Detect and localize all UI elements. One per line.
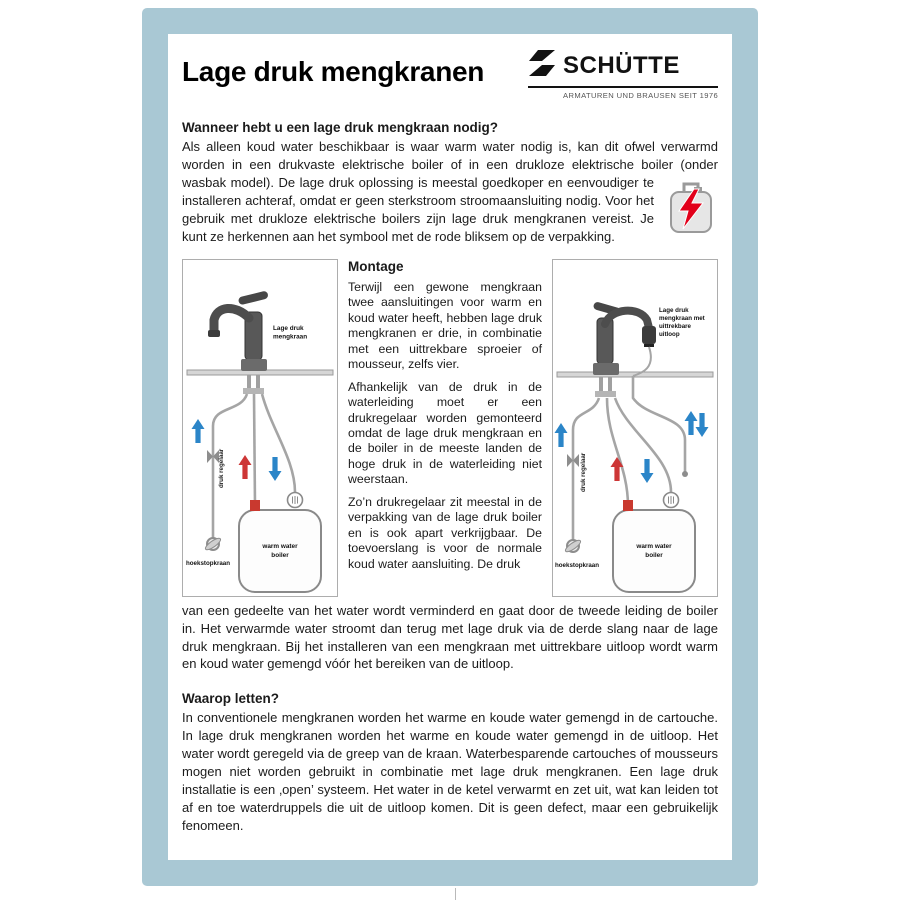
warm-fitting (250, 500, 260, 511)
brand-tagline: ARMATUREN UND BRAUSEN SEIT 1976 (563, 91, 719, 100)
faucet-label: Lage druk mengkraan met uittrekbare uitloop (659, 306, 705, 338)
document-sheet (168, 34, 732, 860)
boiler-lightning-icon (664, 176, 718, 236)
document-header (182, 50, 718, 106)
flow-arrow-up-blue (685, 411, 698, 435)
flow-arrow-down-blue (269, 457, 282, 481)
schuette-logo-icon (528, 50, 556, 81)
hose-end-cap (682, 471, 688, 477)
check-valve-symbol (664, 492, 679, 507)
faucet-icon (208, 290, 269, 394)
boiler-tank (239, 510, 321, 592)
boiler-label: warm water (262, 542, 298, 550)
check-valve-symbol (288, 492, 303, 507)
valve-label: hoekstopkraan (186, 559, 231, 567)
faucet-label: Lage druk mengkraan (273, 324, 308, 341)
brand-logo-row (528, 50, 718, 88)
flow-arrow-up-blue (555, 423, 568, 447)
diagram-pullout-faucet (552, 259, 718, 597)
regulator-label: druk regelaar (580, 452, 587, 492)
brand-logo (528, 50, 718, 100)
valve-label: hoekstopkraan (555, 561, 600, 569)
flow-arrow-down-blue (696, 413, 709, 437)
flow-arrow-up-blue (192, 419, 205, 443)
section-attention (182, 691, 718, 835)
warm-fitting (623, 500, 633, 511)
brand-name: SCHÜTTE (563, 51, 680, 79)
angle-stop-valve-symbol (564, 538, 582, 553)
montage-paragraph-1: Terwijl een gewone mengkraan twee aansluitingen voor warm en koud water heeft, hebben lage druk mengkranen er drie, in combinatie met een uittrekbare sproeier of mousseur, zelfs vier. (348, 279, 542, 372)
page-title: Lage druk mengkranen (182, 56, 485, 87)
section-when-needed (182, 120, 718, 246)
montage-continuation: van een gedeelte van het water wordt verminderd en gaat door de tweede leiding de boiler in. Het verwarmde water stroomt dan terug met lage druk via de derde slang naar de lage druk mengkraan. Bij het installeren van een mengkraan met uittrekbare uitloop wordt warm en koud water gemengd vóór het bereiken van de uitloop. (182, 602, 718, 672)
section-body: In conventionele mengkranen worden het warme en koude water gemengd in de cartouche. In lage druk mengkranen worden het warme en koude water gemengd in de uitloop. Het water wordt geregeld via de greep van de kraan. Waterbesparende cartouches of mousseurs mogen niet worden gebruikt in combinatie met lage druk mengkranen. Een lage druk installatie is een ‚open’ systeem. Het water in de ketel verwarmt en zet uit, wat kan leiden tot af en toe waterdruppels die uit de uitloop komen. Dit is geen defect, maar een gebruikelijk fenomeen. (182, 710, 718, 833)
boiler-label: boiler (271, 551, 289, 559)
faucet-icon (593, 301, 656, 397)
flow-arrow-down-blue (641, 459, 654, 483)
middle-row (182, 259, 718, 597)
section-body: Als alleen koud water beschikbaar is waar warm water nodig is, kan dit ofwel verwarmd worden in een drukvaste elektrische boiler of in een drukloze elektrische boiler (onder wasbak model). De lage druk oplossing is meestal goedkoper en eenvoudiger te installeren achteraf, omdat er geen sterkstroom stroomaansluiting nodig. Voor het gebruik met drukloze elektrische boilers zijn lage druk mengkranen vereist. Je kunt ze herkennen aan het symbool met de rode bliksem op de verpakking. (182, 139, 718, 244)
montage-paragraph-3: Zo’n drukregelaar zit meestal in de verpakking van de lage druk boiler en is ook apart verkrijgbaar. De toevoerslang is voor de normale koud water aansluiting. De druk (348, 494, 542, 571)
regulator-label: druk regelaar (218, 448, 225, 488)
montage-paragraph-2: Afhankelijk van de druk in de waterleiding moet er een drukregelaar worden gemonteerd omdat de lage druk mengkraan en de boiler in de meeste landen de hoge druk in de waterleiding niet weerstaan. (348, 379, 542, 487)
flow-arrow-up-red (239, 455, 252, 479)
diagram-low-pressure-faucet (182, 259, 338, 597)
crop-mark (455, 888, 456, 900)
boiler-label: warm water (636, 542, 672, 550)
montage-heading: Montage (348, 258, 404, 274)
boiler-tank (613, 510, 695, 592)
section-heading: Wanneer hebt u een lage druk mengkraan nodig? (182, 120, 499, 135)
section-body-wrap (182, 138, 718, 246)
document-frame (142, 8, 758, 886)
section-heading: Waarop letten? (182, 691, 280, 707)
angle-stop-valve-symbol (204, 536, 222, 551)
boiler-label: boiler (645, 551, 663, 559)
montage-column (344, 259, 546, 597)
